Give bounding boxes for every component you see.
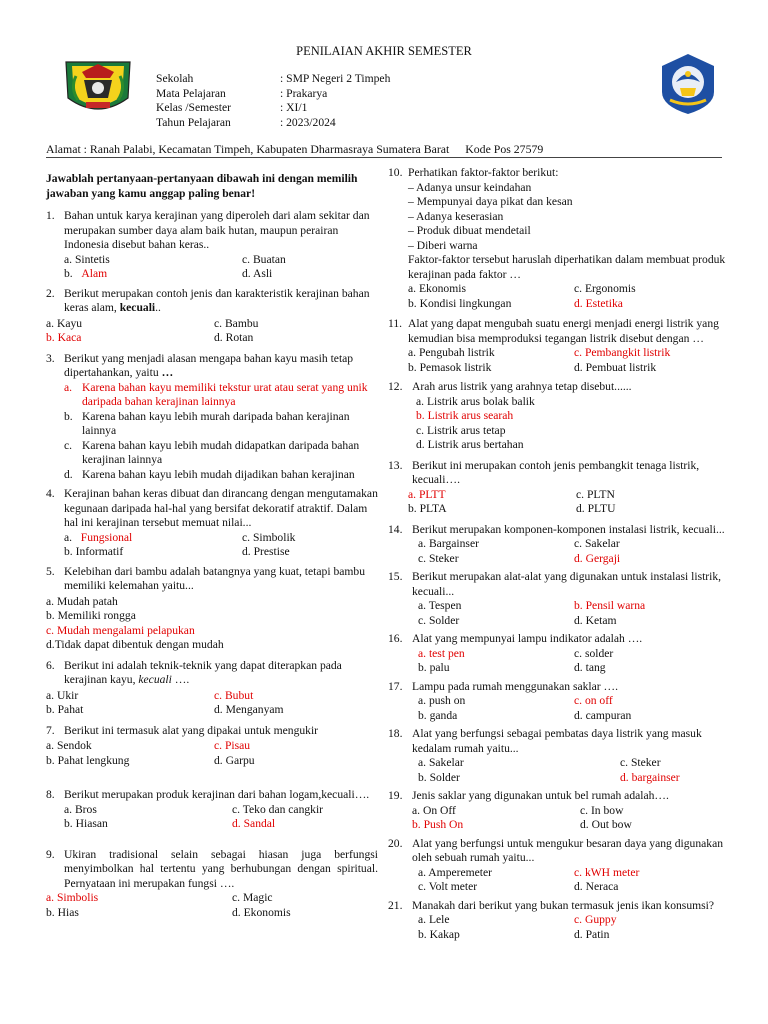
- answer-key: c. Pisau: [214, 739, 251, 752]
- question-16: 16. Alat yang mempunyai lampu indikator adalah ….: [388, 632, 643, 645]
- answer-key: a. test pen: [418, 646, 465, 660]
- answer-key: c. on off: [574, 694, 613, 707]
- answer-key: c. Bubut: [214, 688, 254, 702]
- exam-title: PENILAIAN AKHIR SEMESTER: [296, 44, 472, 58]
- answer-key: b. Listrik arus searah: [416, 409, 514, 422]
- answer-key: Alam: [81, 267, 108, 280]
- school-info: [156, 72, 390, 130]
- question-4: 4. Kerajinan bahan keras dibuat dan dirancang dengan mengutamakan kegunaan daripada hal-hal yang bersifat dekoratif atraktif. Dalam hal ini kerajinan tersebut memuat nilai... a. Fungsional c. Simbolik b. Informatif d. Prestise: [46, 487, 378, 558]
- answer-key: a. PLTT: [408, 487, 446, 501]
- question-21: 21. Manakah dari berikut yang bukan termasuk jenis ikan konsumsi?: [388, 898, 715, 912]
- question-18: 18. Alat yang berfungsi sebagai pembatas daya listrik yang masuk kedalam rumah yaitu...: [388, 727, 702, 755]
- question-20: 20. Alat yang berfungsi untuk mengukur besaran daya yang digunakan oleh sebuah rumah yaitu...: [388, 836, 724, 864]
- question-1: 1. Bahan untuk karya kerajinan yang diperoleh dari alam sekitar dan merupakan sumber daya alam baik hutan, maupun perairan Indonesia disebut bahan keras.. a. Sintetis c. Buatan b. Alam d. Asli: [46, 209, 370, 280]
- answer-key: b. Pensil warna: [574, 599, 646, 612]
- question-6-options: a. Ukir c. Bubut b. Pahat d. Menganyam: [46, 688, 284, 716]
- question-9-options: a. Simbolis c. Magic b. Hias d. Ekonomis: [46, 891, 291, 919]
- questions-right-column: 10. Perhatikan faktor-faktor berikut: – Adanya unsur keindahan – Mempunyai daya pikat dan kesan – Adanya keserasian – Produk dibuat mendetail – Diberi warna Faktor-faktor tersebut haruslah diperhatikan dalam membuat produk kerajinan pada faktor … a. Ekonomis c. Ergonomis b. Kondisi lingkungan d. Estetika 11. Alat yang dapat mengubah suatu energi menjadi energi listrik yang kemudian bisa memproduksi tegangan listrik disebut dengan … a. Pengubah listrik c. Pembangkit listrik b. Pemasok listrik d. Pembuat listrik 12. Arah arus listrik yang arahnya tetap disebut...... a. Listrik arus bolak balik b. Listrik arus searah c. Listrik arus tetap d. Listrik arus bertahan 13. Berikut ini merupakan contoh jenis pembangkit tenaga listrik, kecuali…. a. PLTT c. PLTN b. PLTA d. PLTU 14. Berikut merupakan komponen-komponen instalasi listrik, kecuali... a. Bargainser c. Sakelar c. Steker d. Gergaji 15. Berikut merupakan alat-alat yang digunakan untuk instalasi listrik, kecuali... a. Tespen b. Pensil warna c. Solder d. Ketam 16. Alat yang mempunyai lampu indikator adalah …. a. test pen c. solder b. palu d. tang 17. Lampu pada rumah menggunakan saklar …. a. push on c. on off b. ganda d. campuran 18. Alat yang berfungsi sebagai pembatas daya listrik yang masuk kedalam rumah yaitu... a. Sakelar c. Steker b. Solder d. bargainser 19. Jenis saklar yang digunakan untuk bel rumah adalah…. a. On Off c. In bow b. Push On d. Out bow 20. Alat yang berfungsi untuk mengukur besaran daya yang digunakan oleh sebuah rumah yaitu... a. Amperemeter c. kWH meter c. Volt meter d. Neraca 21. Manakah dari berikut yang bukan termasuk jenis ikan konsumsi? a. Lele c. Guppy b. Kakap d. Patin: [388, 166, 732, 942]
- question-10: 10. Perhatikan faktor-faktor berikut:: [388, 166, 559, 179]
- question-13-options: a. PLTT c. PLTN b. PLTA d. PLTU: [408, 487, 616, 515]
- answer-key: c. Pembangkit listrik: [574, 346, 671, 359]
- info-row-subject: Mata Pelajaran : Prakarya: [156, 86, 328, 100]
- answer-key: d. Sandal: [232, 817, 276, 830]
- question-13: 13. Berikut ini merupakan contoh jenis pembangkit tenaga listrik, kecuali….: [388, 458, 700, 486]
- question-14-options: a. Bargainser c. Sakelar c. Steker d. Gergaji: [418, 537, 621, 565]
- answer-key: b. Kaca: [46, 331, 82, 344]
- answer-key: d. Estetika: [574, 296, 623, 310]
- question-21-options: a. Lele c. Guppy b. Kakap d. Patin: [418, 913, 617, 941]
- instruction: Jawablah pertanyaan-pertanyaan dibawah ini dengan memilih jawaban yang kamu anggap paling benar!: [46, 172, 358, 200]
- question-6: 6. Berikut ini adalah teknik-teknik yang dapat diterapkan pada kerajinan kayu, kecuali ….: [46, 658, 342, 686]
- info-row-class: Kelas /Semester : XI/1: [156, 101, 308, 115]
- regency-emblem-logo: [58, 58, 138, 118]
- question-20-options: a. Amperemeter c. kWH meter c. Volt meter d. Neraca: [418, 865, 640, 893]
- question-12: 12. Arah arus listrik yang arahnya tetap disebut......: [388, 380, 632, 393]
- questions-left-column: [46, 171, 378, 920]
- question-15: 15. Berikut merupakan alat-alat yang digunakan untuk instalasi listrik, kecuali...: [388, 570, 722, 598]
- answer-key: a. Simbolis: [46, 891, 99, 904]
- question-7-options: a. Sendok c. Pisau b. Pahat lengkung d. Garpu: [46, 739, 255, 767]
- school-address: Alamat : Ranah Palabi, Kecamatan Timpeh, Kabupaten Dharmasraya Sumatera Barat Kode Pos 27579: [46, 142, 544, 156]
- info-row-school: Sekolah : SMP Negeri 2 Timpeh: [156, 72, 391, 85]
- question-12-options: a. Listrik arus bolak balik b. Listrik arus searah c. Listrik arus tetap d. Listrik arus bertahan: [388, 395, 732, 453]
- answer-key: c. Guppy: [574, 913, 617, 926]
- answer-key: d. bargainser: [620, 770, 680, 784]
- answer-key: d. Gergaji: [574, 551, 621, 565]
- question-5: 5. Kelebihan dari bambu adalah batangnya yang kuat, tetapi bambu memiliki kelemahan yaitu...: [46, 564, 366, 592]
- question-17-options: a. push on c. on off b. ganda d. campuran: [418, 694, 632, 722]
- answer-key: Fungsional: [80, 530, 133, 544]
- question-16-options: a. test pen c. solder b. palu d. tang: [418, 646, 614, 674]
- header-divider: [46, 157, 722, 158]
- question-10-list: – Adanya unsur keindahan – Mempunyai daya pikat dan kesan – Adanya keserasian – Produk dibuat mendetail – Diberi warna: [408, 180, 573, 252]
- question-10-options: a. Ekonomis c. Ergonomis b. Kondisi lingkungan d. Estetika: [408, 282, 636, 310]
- postal-code: Kode Pos 27579: [465, 142, 544, 156]
- question-3: 3. Berikut yang menjadi alasan mengapa bahan kayu masih tetap dipertahankan, yaitu … a. Karena bahan kayu memiliki tekstur urat atau serat yang unik daripada bahan kerajinan lainnya b. Karena bahan kayu lebih murah daripada bahan kerajinan lainnya c. Karena bahan kayu lebih mudah didapatkan daripada bahan kerajinan lainnya d. Karena bahan kayu lebih mudah dijadikan bahan kerajinan: [46, 352, 378, 483]
- answer-key: c. kWH meter: [574, 865, 640, 879]
- info-row-year: Tahun Pelajaran : 2023/2024: [156, 115, 336, 129]
- question-7: 7. Berikut ini termasuk alat yang dipakai untuk mengukir: [46, 723, 319, 737]
- question-19-options: a. On Off c. In bow b. Push On d. Out bow: [412, 803, 632, 831]
- question-15-options: a. Tespen b. Pensil warna c. Solder d. Ketam: [418, 599, 646, 627]
- answer-key: b. Push On: [412, 818, 464, 831]
- answer-key: c. Mudah mengalami pelapukan: [46, 623, 195, 637]
- tut-wuri-handayani-logo: [656, 52, 720, 116]
- question-5-options: a. Mudah patah b. Memiliki rongga c. Mudah mengalami pelapukan d.Tidak dapat dibentuk dengan mudah: [46, 595, 378, 653]
- question-9: 9. Ukiran tradisional selain sebagai hiasan juga berfungsi menyimbolkan hal tertentu yang berhubungan dengan spiritual. Pernyataan ini merupakan fungsi ….: [46, 847, 378, 890]
- question-14: 14. Berikut merupakan komponen-komponen instalasi listrik, kecuali...: [388, 522, 725, 536]
- question-17: 17. Lampu pada rumah menggunakan saklar ….: [388, 679, 619, 693]
- question-8: 8. Berikut merupakan produk kerajinan dari bahan logam,kecuali…. a. Bros c. Teko dan cangkir b. Hiasan d. Sandal: [46, 788, 370, 830]
- question-2-options: a. Kayu c. Bambu b. Kaca d. Rotan: [46, 316, 259, 344]
- question-2: 2. Berikut merupakan contoh jenis dan karakteristik kerajinan bahan keras alam, kecuali..: [46, 286, 370, 314]
- question-11-options: a. Pengubah listrik c. Pembangkit listrik b. Pemasok listrik d. Pembuat listrik: [408, 346, 671, 374]
- question-18-options: a. Sakelar c. Steker b. Solder d. bargainser: [418, 756, 680, 784]
- question-19: 19. Jenis saklar yang digunakan untuk bel rumah adalah….: [388, 789, 669, 802]
- question-11: 11. Alat yang dapat mengubah suatu energi menjadi energi listrik yang kemudian bisa memproduksi tegangan listrik disebut dengan …: [388, 317, 719, 345]
- answer-key: a. Karena bahan kayu memiliki tekstur urat atau serat yang unik daripada bahan kerajinan lainnya: [64, 380, 368, 408]
